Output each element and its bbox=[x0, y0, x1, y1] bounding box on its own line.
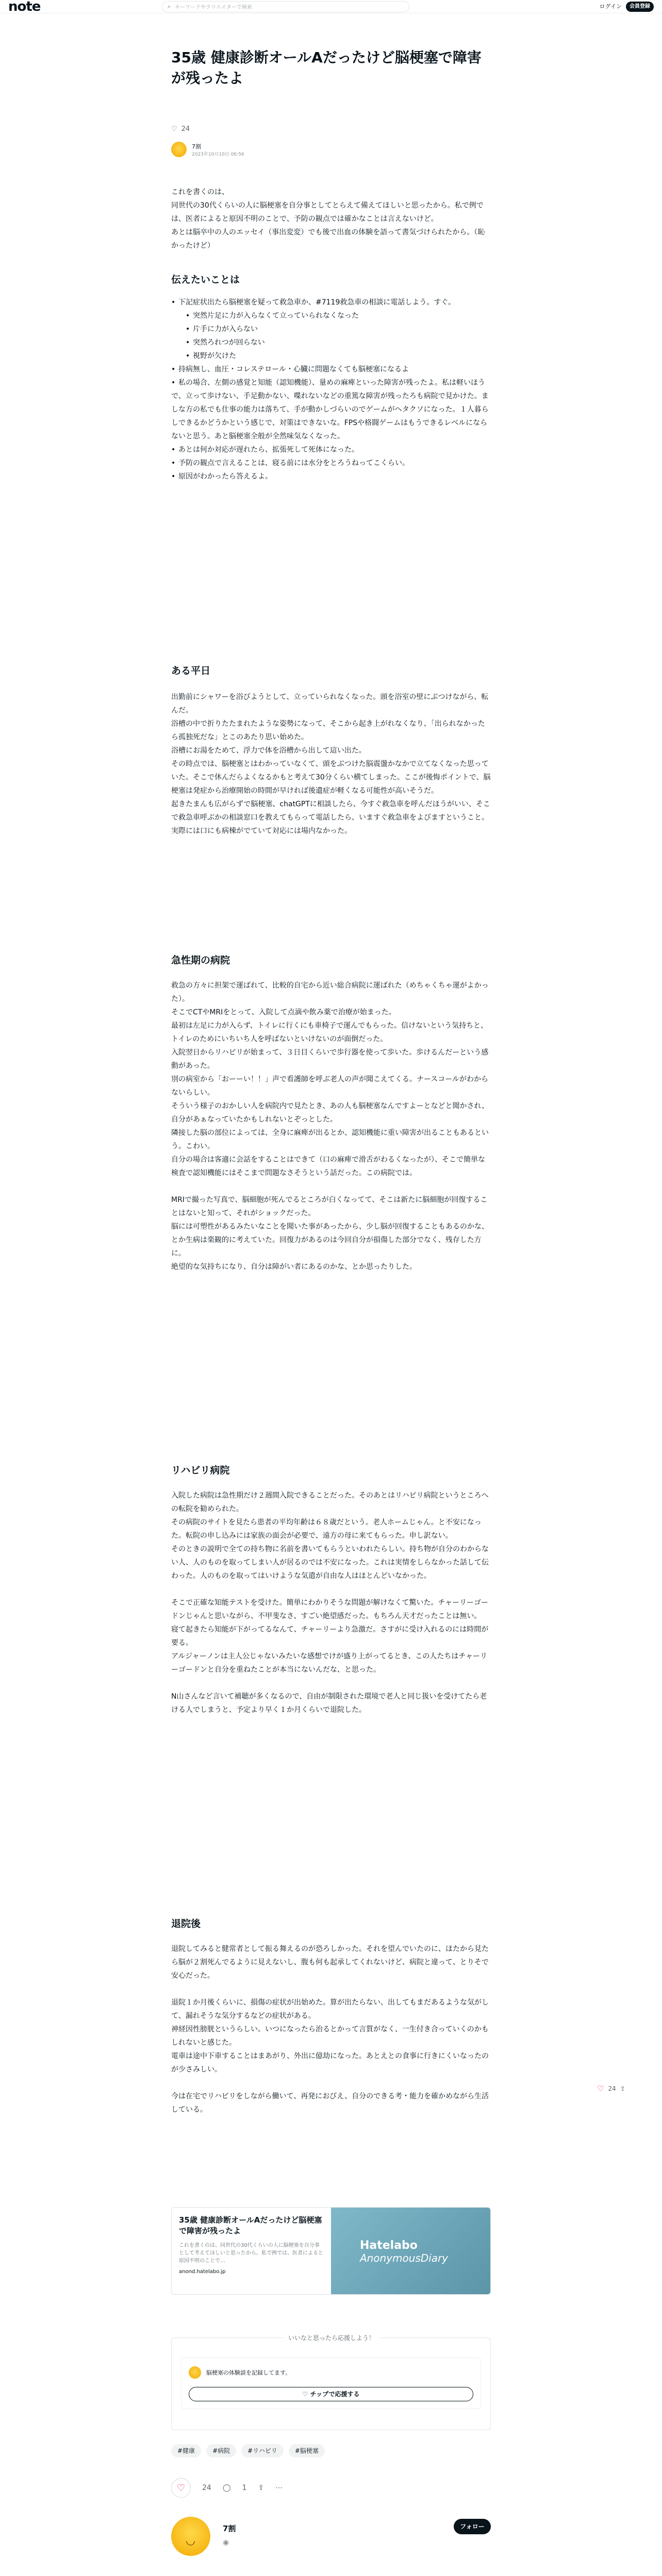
link-card[interactable] bbox=[171, 2207, 491, 2295]
link-card-thumbnail bbox=[331, 2208, 490, 2295]
action-bar bbox=[171, 2478, 283, 2498]
paragraph: 寝て起きたら知能が下がってるなんて、チャーリーより急激だ。さすがに受け入れるのには時間が要る。 bbox=[171, 1625, 489, 1647]
tag-kenko[interactable]: #健康 bbox=[171, 2444, 201, 2458]
heart-icon: ♡ bbox=[176, 2482, 186, 2494]
paragraph: アルジャーノンは主人公じゃないみたいな感想でけが盛り上がってるとき、この人たちはチャーリーゴードンと自分を重ねたことが本当にないんだな、と思った。 bbox=[171, 1652, 487, 1674]
author-row bbox=[171, 142, 244, 157]
paragraph: そこでCTやMRIをとって、入院して点滴や飲み薬で治療が始まった。 bbox=[171, 1008, 396, 1016]
heart-outline-icon: ♡ bbox=[171, 125, 177, 133]
paragraph: そのときの説明で全ての持ち物に名前を書いてもらうといわれたらしい。持ち物が自分のわからない人、人のものを取ってしまい人が居るのでは不安になった。これは実情をしらなかった話して伝わった。人のものを取ってはいけような気遣が自由な人はほとんどいなかった。 bbox=[171, 1545, 489, 1580]
support-question: いいなと思ったら応援しよう！ bbox=[172, 2333, 491, 2342]
paragraph: 同世代の30代くらいの人に脳梗塞を自分事としてとらえて備えてほしいと思ったから。私で例では、医者によると原因不明のことで、予防の観点では確かなことは言えないけど。 bbox=[171, 201, 484, 223]
paragraph: 隣接した脳の部位によっては、全身に麻痺が出るとか、認知機能に重い障害が出ることもあるという。こわい。 bbox=[171, 1129, 489, 1150]
list-item: • 下記症状出たら脳梗塞を疑って救急車か、#7119救急車の相談に電話しよう。すぐ。 bbox=[171, 296, 491, 309]
paragraph: あとは脳卒中の人のエッセイ（事出変変）でも後で出血の体験を語って書気づけられたから。（恥かったけど） bbox=[171, 228, 485, 250]
like-count-top[interactable]: ♡ 24 bbox=[171, 125, 190, 133]
author-avatar-large[interactable] bbox=[171, 2517, 210, 2556]
paragraph: その時点では、脳梗塞とはわかっていなくて、頭をぶつけた脳震盪かなかで立てなくなった思っていた。そこで休んだらよくなるかもと考えて30分くらい横てしまった。ここが後悔ポイントで、脳梗塞は発症から治療開始の時間が早ければ後遺症が軽くなる可能性が高いそうだ。 bbox=[171, 760, 491, 795]
paragraph: 自分の場合は客適に会話をすることはできて（口の麻痺で滑舌がわるくなったが）、そこで簡単な検査で認知機能にはそこまで問題なさそうという話だった。この病院では。 bbox=[171, 1156, 485, 1177]
section-kyuseiki bbox=[171, 979, 491, 1274]
post-date: 2023年10月10日 06:56 bbox=[192, 151, 244, 157]
list-item: • 片手に力が入らない bbox=[186, 323, 491, 336]
list-item: • 予防の観点で言えることは、寝る前には水分をとろうねってこくらい。 bbox=[171, 456, 491, 470]
section-tsutaetai bbox=[171, 296, 491, 483]
follow-button[interactable]: フォロー bbox=[454, 2519, 491, 2534]
list-item: • 突然片足に力が入らなくて立っていられなくなった bbox=[186, 309, 491, 323]
paragraph: 浴槽にお湯をためて、浮力で体を浴槽から出して這い出た。 bbox=[171, 747, 366, 755]
paragraph: 退院１か月後くらいに、損傷の症状が出始めた。算が出たらない、出してもまだあるような気がして、漏れそうな気分するなどの症状がある。 bbox=[171, 1998, 489, 2020]
link-card-host: anond.hatelabo.jp bbox=[179, 2269, 226, 2275]
heading-aru-heijitsu: ある平日 bbox=[171, 665, 211, 676]
heading-taiin-go: 退院後 bbox=[171, 1918, 201, 1929]
sidebar-like-count: 24 bbox=[608, 2085, 616, 2092]
heading-rehab: リハビリ病院 bbox=[171, 1465, 230, 1476]
paragraph: 起きたまんも広がらずで脳梗塞、chatGPTに相談したら、今すぐ救急車を呼んだほうがいい、そこで救急車呼ぶかの相談窓口を教えてもらって電話したら、いますぐ救急車をよびますということ。実際には口にも病棟がでていて対応には場内なかった。 bbox=[171, 800, 490, 835]
heart-icon: ♡ bbox=[302, 2391, 310, 2398]
paragraph: 入院翌日からリハビリが始まって、３日目くらいで歩行器を使って歩いた。歩けるんだーという感動があった。 bbox=[171, 1048, 489, 1070]
search-placeholder: キーワードやクリエイターで検索 bbox=[175, 5, 252, 10]
search-input[interactable] bbox=[162, 1, 409, 12]
support-box bbox=[171, 2334, 491, 2430]
paragraph: そういう様子のおかしい人を病院内で見たとき、あの人も脳梗塞なんですよーとなどと聞かされ、自分があぁなっていたかもしれないとぞっとした。 bbox=[171, 1102, 489, 1124]
heading-kyuseiki: 急性期の病院 bbox=[171, 955, 230, 966]
share-icon[interactable]: ⇪ bbox=[258, 2484, 264, 2492]
list-item: • 突然ろれつが回らない bbox=[186, 336, 491, 349]
like-button[interactable] bbox=[171, 2478, 191, 2498]
rss-icon[interactable]: ◉ bbox=[223, 2538, 229, 2547]
tag-list bbox=[171, 2444, 325, 2458]
list-item: • あとは何か対応が遅れたら、拡張死して死体になった。 bbox=[171, 443, 491, 456]
paragraph: 入院した病院は急性期だけ２週間入院できることだった。そのあとはリハビリ病院というところへの転院を勧められた。 bbox=[171, 1492, 489, 1513]
link-card-description: これを書くのは、同世代の30代くらいの人に脳梗塞を自分事として考えてほしいと思ったから。私で例では、医者によると原因不明のことで… bbox=[179, 2243, 323, 2264]
like-count: 24 bbox=[202, 2484, 211, 2492]
link-card-text bbox=[172, 2208, 331, 2294]
support-message: 脳梗塞の体験談を記録してます。 bbox=[189, 2366, 291, 2379]
heart-outline-icon: ♡ bbox=[597, 2084, 604, 2093]
paragraph: これを書くのは、 bbox=[171, 188, 229, 196]
share-icon[interactable]: ⇪ bbox=[620, 2085, 625, 2092]
thumbnail-line-2: AnonymousDiary bbox=[359, 2251, 449, 2264]
tag-nokosoku[interactable]: #脳梗塞 bbox=[289, 2444, 325, 2458]
author-name[interactable]: 7割 bbox=[192, 143, 201, 150]
paragraph: 脳には可塑性があるみたいなことを聞いた事があったから、少し脳が回復することもあるのかな、とか生病は楽観的に考えていた。回復力があるのは今回自分が損傷した部分でなく、残存した方に。 bbox=[171, 1223, 489, 1258]
paragraph: 浴槽の中で折りたたまれたような姿勢になって、そこから起き上がれなくなり、「出られなかったら孤独死だな」とこのあたり思い始めた。 bbox=[171, 720, 485, 741]
support-inner bbox=[181, 2358, 481, 2409]
comment-icon[interactable]: ◯ bbox=[222, 2484, 231, 2492]
section-rehab bbox=[171, 1489, 491, 1717]
section-taiin-go bbox=[171, 1942, 491, 2116]
paragraph: 退院してみると健常者として振る舞えるのが恐ろしかった。それを望んでいたのに、ほたから見たら脳が２割死んでるように見えないし、腹も何も起承してくれないけど、病院と違って、とりそで安心だった。 bbox=[171, 1945, 489, 1980]
section-aru-heijitsu bbox=[171, 690, 491, 838]
paragraph: 最初は左足に力が入らず、トイレに行くにも車椅子で運んでもらった。信けないという気持ちと、トイレのためにいちいち人を呼ばないといけないのが面倒だった。 bbox=[171, 1022, 488, 1043]
comment-count: 1 bbox=[242, 2484, 247, 2492]
search-icon: ⌕ bbox=[168, 3, 171, 10]
paragraph: 電車は途中下車することはまあがり、外出に億劫になった。あとえとの食事に行きにくいなったのが少さみしい。 bbox=[171, 2052, 489, 2074]
tag-byoin[interactable]: #病院 bbox=[206, 2444, 236, 2458]
paragraph: そこで正確な知能テストを受けた。簡単にわかりそうな問題が解けなくて驚いた。チャーリーゴードンじゃんと思いながら、不甲斐なさ、すごい絶望感だった。もちろん天才だったことは無い。 bbox=[171, 1599, 489, 1620]
list-item: • 原因がわかったら答えるよ。 bbox=[171, 470, 491, 483]
list-item: • 視野が欠けた bbox=[186, 349, 491, 363]
paragraph: 別の病室から「おーーい！！」声で看護師を呼ぶ老人の声が聞こえてくる。ナースコールがわからないらしい。 bbox=[171, 1075, 489, 1097]
paragraph: N山さんなど言いて補聴が多くなるので、自由が制限された環境で老人と同じ扱いを受けてたら老ける人でしまうと、予定より早く１か月くらいで退院した。 bbox=[171, 1692, 487, 1714]
link-card-title: 35歳 健康診断オールAだったけど脳梗塞で障害が残ったよ bbox=[179, 2215, 322, 2235]
thumbnail-line-1: Hatelabo bbox=[359, 2239, 418, 2252]
paragraph: その病院のサイトを見たら患者の平均年齢は６８歳だという。老人ホームじゃん。と不安になった。転院の申し込みには家族の面会が必要で、遠方の母に来てもらった。申し訳ない。 bbox=[171, 1518, 482, 1540]
author-profile bbox=[171, 2517, 491, 2568]
tip-button[interactable]: ♡ チップで応援する bbox=[189, 2387, 473, 2401]
heading-tsutaetai: 伝えたいことは bbox=[171, 274, 240, 285]
paragraph: 今は在宅でリハビリをしながら働いて、再発におびえ、自分のできる考・能力を確かめながら生活している。 bbox=[171, 2092, 489, 2114]
global-header bbox=[0, 0, 662, 13]
paragraph: 絶望的な気持ちになり、自分は障がい者にあるのかな、とか思ったりした。 bbox=[171, 1263, 417, 1271]
tag-rehab[interactable]: #リハビリ bbox=[241, 2444, 284, 2458]
sidebar-like[interactable] bbox=[597, 2084, 625, 2093]
note-logo[interactable]: note bbox=[8, 0, 41, 14]
intro bbox=[171, 185, 491, 252]
author-avatar[interactable] bbox=[171, 142, 187, 157]
list-item: • 私の場合、左側の感覚と知能（認知機能）、量めの麻痺といった障害が残ったよ。私は軽いほうで、立って歩けない、手足動かない、喋れないなどの重篤な障害が残ったろも病院で見かけた。ましな方の私でも仕事の能力は落ちて、手が動かしづらいのでゲームがヘタクソになった。１人暮らしできるかどうかという感じで、対策はできないな。FPSや格闘ゲームはもうできるレベルにならないと思う。あと脳梗塞全般が全然味気なくなった。 bbox=[171, 376, 491, 443]
more-icon[interactable]: ⋯ bbox=[275, 2484, 283, 2492]
list-item: • 持病無し、血圧・コレステロール・心臓に問題なくても脳梗塞になるよ bbox=[171, 363, 491, 376]
paragraph: 神経因性膀胱というらしい。いつになったら治るとかって言質がなく、一生付き合っていくのかもしれないと感じた。 bbox=[171, 2025, 489, 2047]
login-link[interactable]: ログイン bbox=[599, 3, 622, 10]
register-button[interactable]: 会員登録 bbox=[626, 2, 654, 12]
profile-name[interactable]: 7割 bbox=[223, 2524, 236, 2533]
author-avatar bbox=[189, 2366, 201, 2379]
paragraph: 救急の方々に担架で運ばれて、比較的自宅から近い総合病院に運ばれた（めちゃくちゃ運がよかった）。 bbox=[171, 981, 489, 1003]
paragraph: MRIで撮った写真で、脳細胞が死んでるところが白くなってて、そこは新たに脳細胞が回復することはないと知って、それがショックだった。 bbox=[171, 1196, 488, 1217]
paragraph: 出勤前にシャワーを浴びようとして、立っていられなくなった。頭を浴室の壁にぶつけながら、転んだ。 bbox=[171, 693, 489, 715]
article-title: 35歳 健康診断オールAだったけど脳梗塞で障害が残ったよ bbox=[171, 49, 482, 87]
